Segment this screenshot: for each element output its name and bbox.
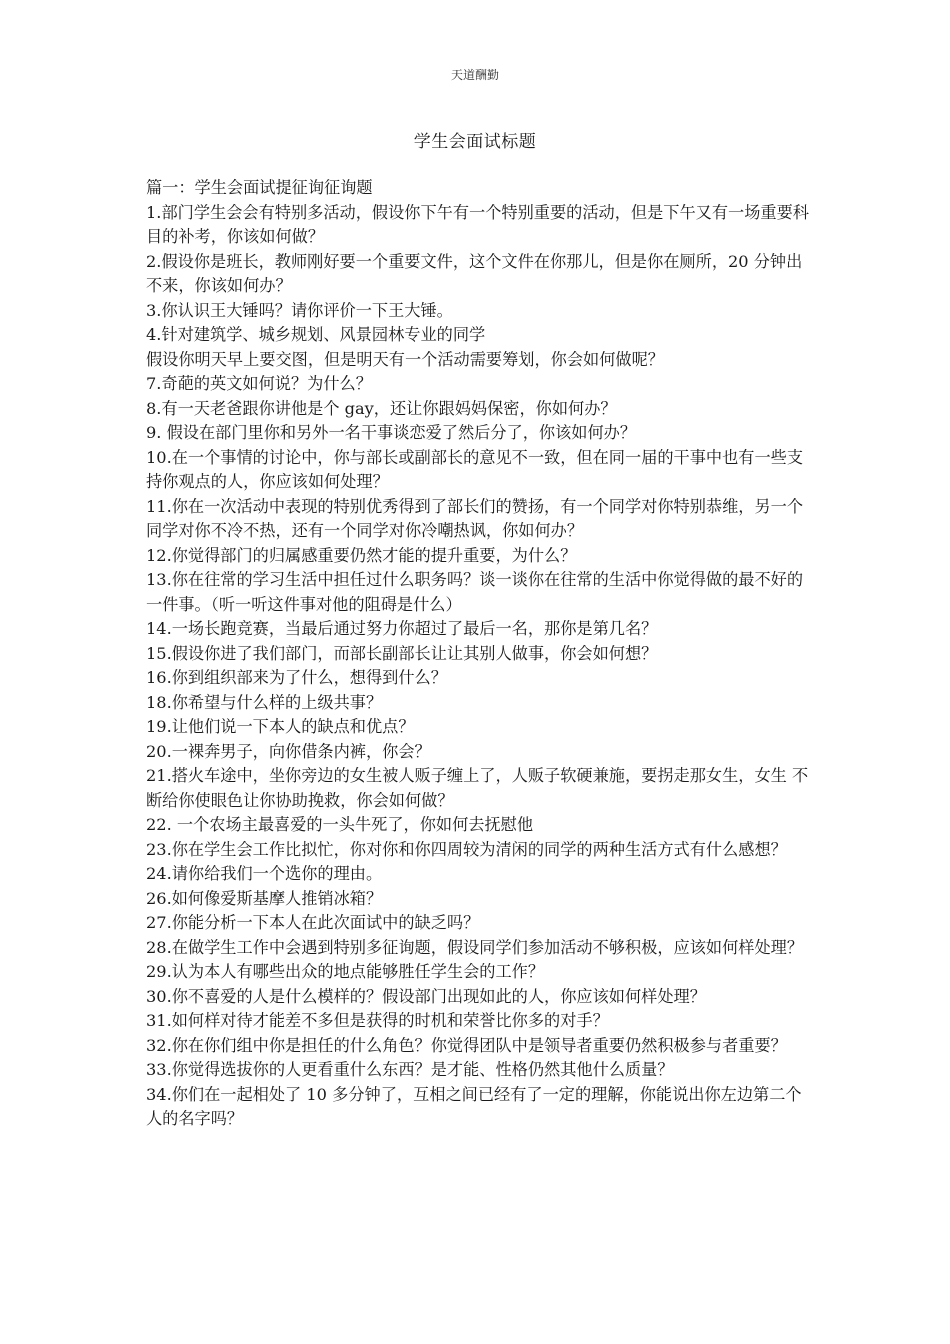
question-item: 29.认为本人有哪些出众的地点能够胜任学生会的工作？ [146, 962, 545, 981]
question-item: 23.你在学生会工作比拟忙，你对你和你四周较为清闲的同学的两种生活方式有什么感想？ [146, 839, 787, 859]
question-item: 15.假设你进了我们部门，而部长副部长让让其别人做事，你会如何想？ [146, 643, 658, 663]
question-item: 28.在做学生工作中会遇到特别多征询题，假设同学们参加活动不够积极，应该如何样处理？ [146, 937, 804, 957]
document-title: 学生会面试标题 [413, 132, 537, 152]
question-item: 32.你在你们组中你是担任的什么角色？你觉得团队中是领导者重要仍然积极参与者重要？ [146, 1035, 787, 1055]
question-item: 8.有一天老爸跟你讲他是个 gay，还让你跟妈妈保密，你如何办？ [146, 398, 617, 418]
question-item: 9. 假设在部门里你和另外一名干事谈恋爱了然后分了，你该如何办？ [146, 423, 637, 442]
question-item: 11.你在一次活动中表现的特别优秀得到了部长们的赞扬，有一个同学对你特别恭维，另一个同学对你不冷不热，还有一个同学对你冷嘲热讽，你如何办？ [146, 496, 804, 540]
question-item: 24.请你给我们一个选你的理由。 [146, 864, 383, 883]
question-item: 19.让他们说一下本人的缺点和优点？ [146, 717, 415, 736]
question-item: 1.部门学生会会有特别多活动，假设你下午有一个特别重要的活动，但是下午又有一场重要科目的补考，你该如何做？ [146, 202, 809, 246]
question-item: 27.你能分析一下本人在此次面试中的缺乏吗？ [146, 913, 480, 932]
question-item: 21.搭火车途中，坐你旁边的女生被人贩子缠上了，人贩子软硬兼施，要拐走那女生，女生 不断给你使眼色让你协助挽救，你会如何做？ [146, 766, 809, 810]
question-item: 12.你觉得部门的归属感重要仍然才能的提升重要，为什么？ [146, 545, 577, 565]
question-item: 33.你觉得选拔你的人更看重什么东西？是才能、性格仍然其他什么质量？ [146, 1060, 674, 1079]
question-item: 13.你在往常的学习生活中担任过什么职务吗？谈一谈你在往常的生活中你觉得做的最不好的一件事。（听一听这件事对他的阻碍是什么） [146, 570, 804, 614]
question-item: 3.你认识王大锤吗？请你评价一下王大锤。 [146, 300, 453, 320]
question-item: 22. 一个农场主最喜爱的一头牛死了，你如何去抚慰他 [146, 815, 534, 834]
question-item: 假设你明天早上要交图，但是明天有一个活动需要筹划，你会如何做呢？ [146, 349, 664, 369]
page-header: 天道酬勤 [450, 68, 499, 82]
question-item: 14.一场长跑竞赛，当最后通过努力你超过了最后一名，那你是第几名？ [146, 619, 658, 638]
question-item: 20.一裸奔男子，向你借条内裤，你会？ [146, 741, 431, 761]
document-body [146, 176, 810, 1132]
question-item: 30.你不喜爱的人是什么模样的？假设部门出现如此的人，你应该如何样处理？ [146, 986, 706, 1006]
question-item: 34.你们在一起相处了 10 多分钟了，互相之间已经有了一定的理解，你能说出你左边第二个人的名字吗？ [146, 1084, 802, 1128]
question-item: 7.奇葩的英文如何说？为什么？ [146, 374, 372, 393]
question-item: 10.在一个事情的讨论中，你与部长或副部长的意见不一致，但在同一届的干事中也有一些支持你观点的人，你应该如何处理？ [146, 447, 804, 491]
question-item: 26.如何像爱斯基摩人推销冰箱？ [146, 888, 383, 908]
question-item: 31.如何样对待才能差不多但是获得的时机和荣誉比你多的对手？ [146, 1011, 609, 1030]
question-item: 16.你到组织部来为了什么，想得到什么？ [146, 668, 447, 687]
section-heading: 篇一：学生会面试提征询征询题 [146, 178, 373, 197]
question-item: 18.你希望与什么样的上级共事？ [146, 692, 383, 712]
question-item: 4.针对建筑学、城乡规划、风景园林专业的同学 [146, 325, 486, 344]
question-item: 2.假设你是班长，教师刚好要一个重要文件，这个文件在你那儿，但是你在厕所，20 分钟出不来，你该如何办？ [146, 251, 803, 295]
